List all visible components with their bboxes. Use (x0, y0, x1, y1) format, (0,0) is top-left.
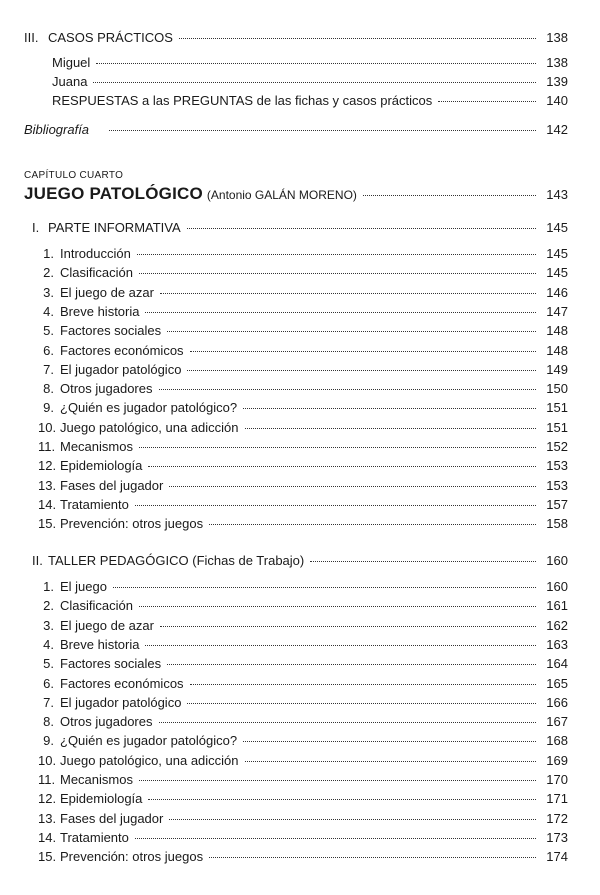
entry-number: 1. (43, 246, 54, 261)
chapter-title: JUEGO PATOLÓGICO (24, 184, 203, 203)
page-number: 170 (546, 772, 568, 787)
toc-entry (38, 362, 568, 378)
section-label: TALLER PEDAGÓGICO (Fichas de Trabajo) (48, 553, 305, 568)
toc-entry (38, 753, 568, 769)
dot-leader (113, 587, 536, 588)
entry-number: 9. (43, 400, 54, 416)
page-number: 138 (546, 55, 568, 70)
page-number: 152 (546, 439, 568, 454)
entry-number: 11. (38, 439, 56, 454)
toc-entry (38, 656, 568, 672)
dot-leader (179, 38, 536, 39)
dot-leader (190, 351, 536, 352)
toc-entry (38, 733, 568, 749)
dot-leader (135, 505, 536, 506)
page-number: 145 (546, 246, 568, 261)
toc-section-ii (32, 553, 568, 569)
toc-entry (38, 343, 568, 359)
dot-leader (169, 486, 536, 487)
toc-entry (38, 478, 568, 494)
entry-number: 4. (43, 636, 54, 652)
entry-label: Clasificación (60, 598, 133, 614)
dot-leader (187, 370, 536, 371)
page-number: 148 (546, 342, 568, 358)
toc-entry (38, 714, 568, 730)
dot-leader (167, 664, 536, 665)
section-numeral: II. (32, 553, 43, 568)
entry-label: Factores económicos (60, 342, 184, 358)
page-number: 142 (546, 122, 568, 137)
dot-leader (139, 780, 536, 781)
dot-leader (139, 447, 536, 448)
toc-entry (38, 439, 568, 455)
entry-label: Otros jugadores (60, 714, 153, 730)
page-number: 151 (546, 400, 568, 416)
chapter-author: (Antonio GALÁN MORENO) (206, 188, 357, 202)
entry-label: Factores económicos (60, 675, 184, 691)
entry-number: 10. (38, 419, 57, 435)
page-number: 164 (546, 656, 568, 672)
entry-number: 5. (43, 656, 54, 672)
entry-label: Breve historia (60, 303, 140, 319)
dot-leader (93, 82, 536, 83)
section-label: PARTE INFORMATIVA (48, 220, 181, 235)
toc-entry (38, 849, 568, 865)
entry-number: 2. (43, 265, 54, 281)
dot-leader (209, 524, 536, 525)
dot-leader (139, 606, 536, 607)
chapter-kicker: CAPÍTULO CUARTO (24, 170, 124, 181)
dot-leader (169, 819, 536, 820)
entry-number: 15. (38, 516, 57, 532)
page-number: 150 (546, 381, 568, 397)
entry-label: Juana (52, 74, 88, 89)
entry-number: 3. (43, 617, 54, 633)
page-number: 166 (546, 694, 568, 710)
toc-section-i (32, 220, 568, 236)
toc-entry (38, 516, 568, 532)
entry-label: Tratamiento (60, 496, 129, 512)
entry-label: Juego patológico, una adicción (60, 419, 239, 435)
entry-label: Mecanismos (60, 439, 133, 454)
entry-label: Mecanismos (60, 772, 133, 787)
entry-label: Juego patológico, una adicción (60, 752, 239, 768)
page-number: 172 (546, 810, 568, 826)
entry-number: 9. (43, 733, 54, 749)
entry-label: Tratamiento (60, 829, 129, 845)
entry-number: 6. (43, 675, 54, 691)
entry-label: Epidemiología (60, 458, 143, 474)
entry-label: El juego de azar (60, 617, 154, 633)
page-number: 153 (546, 477, 568, 493)
page-number: 146 (546, 284, 568, 300)
page-number: 158 (546, 516, 568, 532)
toc-chapter-title (24, 184, 568, 205)
page-number: 151 (546, 419, 568, 435)
dot-leader (109, 130, 536, 131)
entry-label: Clasificación (60, 265, 133, 281)
page-number: 168 (546, 733, 568, 749)
entry-label: Bibliografía (24, 122, 90, 137)
entry-label: El juego de azar (60, 284, 154, 300)
page-number: 145 (546, 220, 568, 235)
toc-entry (38, 791, 568, 807)
page-number: 139 (546, 74, 568, 89)
entry-number: 13. (38, 810, 57, 826)
page-number: 145 (546, 265, 568, 281)
entry-number: 6. (43, 342, 54, 358)
entry-label: Fases del jugador (60, 810, 164, 826)
entry-number: 4. (43, 303, 54, 319)
dot-leader (137, 254, 536, 255)
page-number: 143 (546, 187, 568, 202)
toc-entry (38, 246, 568, 262)
entry-number: 3. (43, 284, 54, 300)
toc-entry (38, 381, 568, 397)
toc-entry (38, 579, 568, 595)
dot-leader (245, 761, 536, 762)
page-number: 149 (546, 361, 568, 377)
dot-leader (187, 228, 536, 229)
page-number: 153 (546, 458, 568, 474)
dot-leader (209, 857, 536, 858)
entry-label: Otros jugadores (60, 381, 153, 397)
dot-leader (159, 389, 537, 390)
dot-leader (243, 408, 536, 409)
section-numeral: III. (24, 30, 39, 45)
dot-leader (187, 703, 536, 704)
entry-number: 2. (43, 598, 54, 614)
entry-number: 5. (43, 323, 54, 339)
entry-label: RESPUESTAS a las PREGUNTAS de las fichas y casos prácticos (52, 93, 433, 108)
dot-leader (160, 293, 536, 294)
page-number: 160 (546, 579, 568, 594)
page-number: 173 (546, 829, 568, 845)
dot-leader (159, 722, 537, 723)
entry-number: 1. (43, 579, 54, 594)
dot-leader (145, 645, 536, 646)
entry-label: Prevención: otros juegos (60, 516, 204, 532)
section-label: CASOS PRÁCTICOS (48, 30, 173, 45)
entry-number: 12. (38, 458, 57, 474)
entry-label: Epidemiología (60, 791, 143, 807)
toc-entry (38, 695, 568, 711)
toc-entry (38, 265, 568, 281)
entry-label: El jugador patológico (60, 361, 182, 377)
page-number: 162 (546, 617, 568, 633)
toc-entry (38, 598, 568, 614)
entry-label: Miguel (52, 55, 91, 70)
entry-number: 14. (38, 829, 57, 845)
entry-number: 14. (38, 496, 57, 512)
toc-section-iii (24, 30, 568, 46)
dot-leader (190, 684, 536, 685)
dot-leader (148, 466, 536, 467)
dot-leader (310, 561, 536, 562)
entry-label: El jugador patológico (60, 694, 182, 710)
page-number: 169 (546, 752, 568, 768)
entry-number: 10. (38, 752, 57, 768)
dot-leader (245, 428, 536, 429)
page-number: 163 (546, 636, 568, 652)
toc-entry (38, 811, 568, 827)
entry-number: 13. (38, 477, 57, 493)
page-number: 160 (546, 553, 568, 568)
toc-entry-respuestas (52, 93, 568, 109)
toc-entry (38, 830, 568, 846)
toc-entry (38, 420, 568, 436)
toc-entry-juana (52, 74, 568, 90)
entry-number: 7. (43, 361, 54, 377)
toc-entry (38, 285, 568, 301)
page-number: 165 (546, 675, 568, 691)
dot-leader (139, 273, 536, 274)
dot-leader (438, 101, 536, 102)
page-number: 148 (546, 323, 568, 339)
entry-number: 8. (43, 381, 54, 397)
entry-number: 12. (38, 791, 57, 807)
entry-number: 7. (43, 694, 54, 710)
toc-entry (38, 618, 568, 634)
toc-entry (38, 772, 568, 788)
entry-number: 8. (43, 714, 54, 730)
entry-label: ¿Quién es jugador patológico? (60, 400, 238, 416)
toc-entry-miguel (52, 55, 568, 71)
entry-label: Factores sociales (60, 656, 162, 672)
toc-entry (38, 304, 568, 320)
dot-leader (96, 63, 536, 64)
page-number: 147 (546, 303, 568, 319)
dot-leader (243, 741, 536, 742)
entry-label: El juego (60, 579, 107, 594)
page-number: 140 (546, 93, 568, 108)
entry-label: Factores sociales (60, 323, 162, 339)
toc-entry (38, 497, 568, 513)
toc-entry (38, 458, 568, 474)
entry-label: Fases del jugador (60, 477, 164, 493)
toc-entry-bibliografia (24, 122, 568, 138)
page-number: 138 (546, 30, 568, 45)
toc-entry (38, 676, 568, 692)
entry-label: Prevención: otros juegos (60, 849, 204, 865)
section-numeral: I. (32, 220, 40, 235)
dot-leader (167, 331, 536, 332)
page-number: 174 (546, 849, 568, 865)
dot-leader (145, 312, 536, 313)
toc-entry (38, 400, 568, 416)
page-number: 161 (546, 598, 568, 614)
entry-number: 15. (38, 849, 57, 865)
entry-label: Introducción (60, 246, 131, 261)
entry-label: Breve historia (60, 636, 140, 652)
dot-leader (148, 799, 536, 800)
dot-leader (160, 626, 536, 627)
entry-number: 11. (38, 772, 56, 787)
dot-leader (135, 838, 536, 839)
entry-label: ¿Quién es jugador patológico? (60, 733, 238, 749)
page-number: 171 (546, 791, 568, 807)
dot-leader (363, 195, 536, 196)
page-number: 157 (546, 496, 568, 512)
toc-entry (38, 637, 568, 653)
page-number: 167 (546, 714, 568, 730)
toc-entry (38, 323, 568, 339)
